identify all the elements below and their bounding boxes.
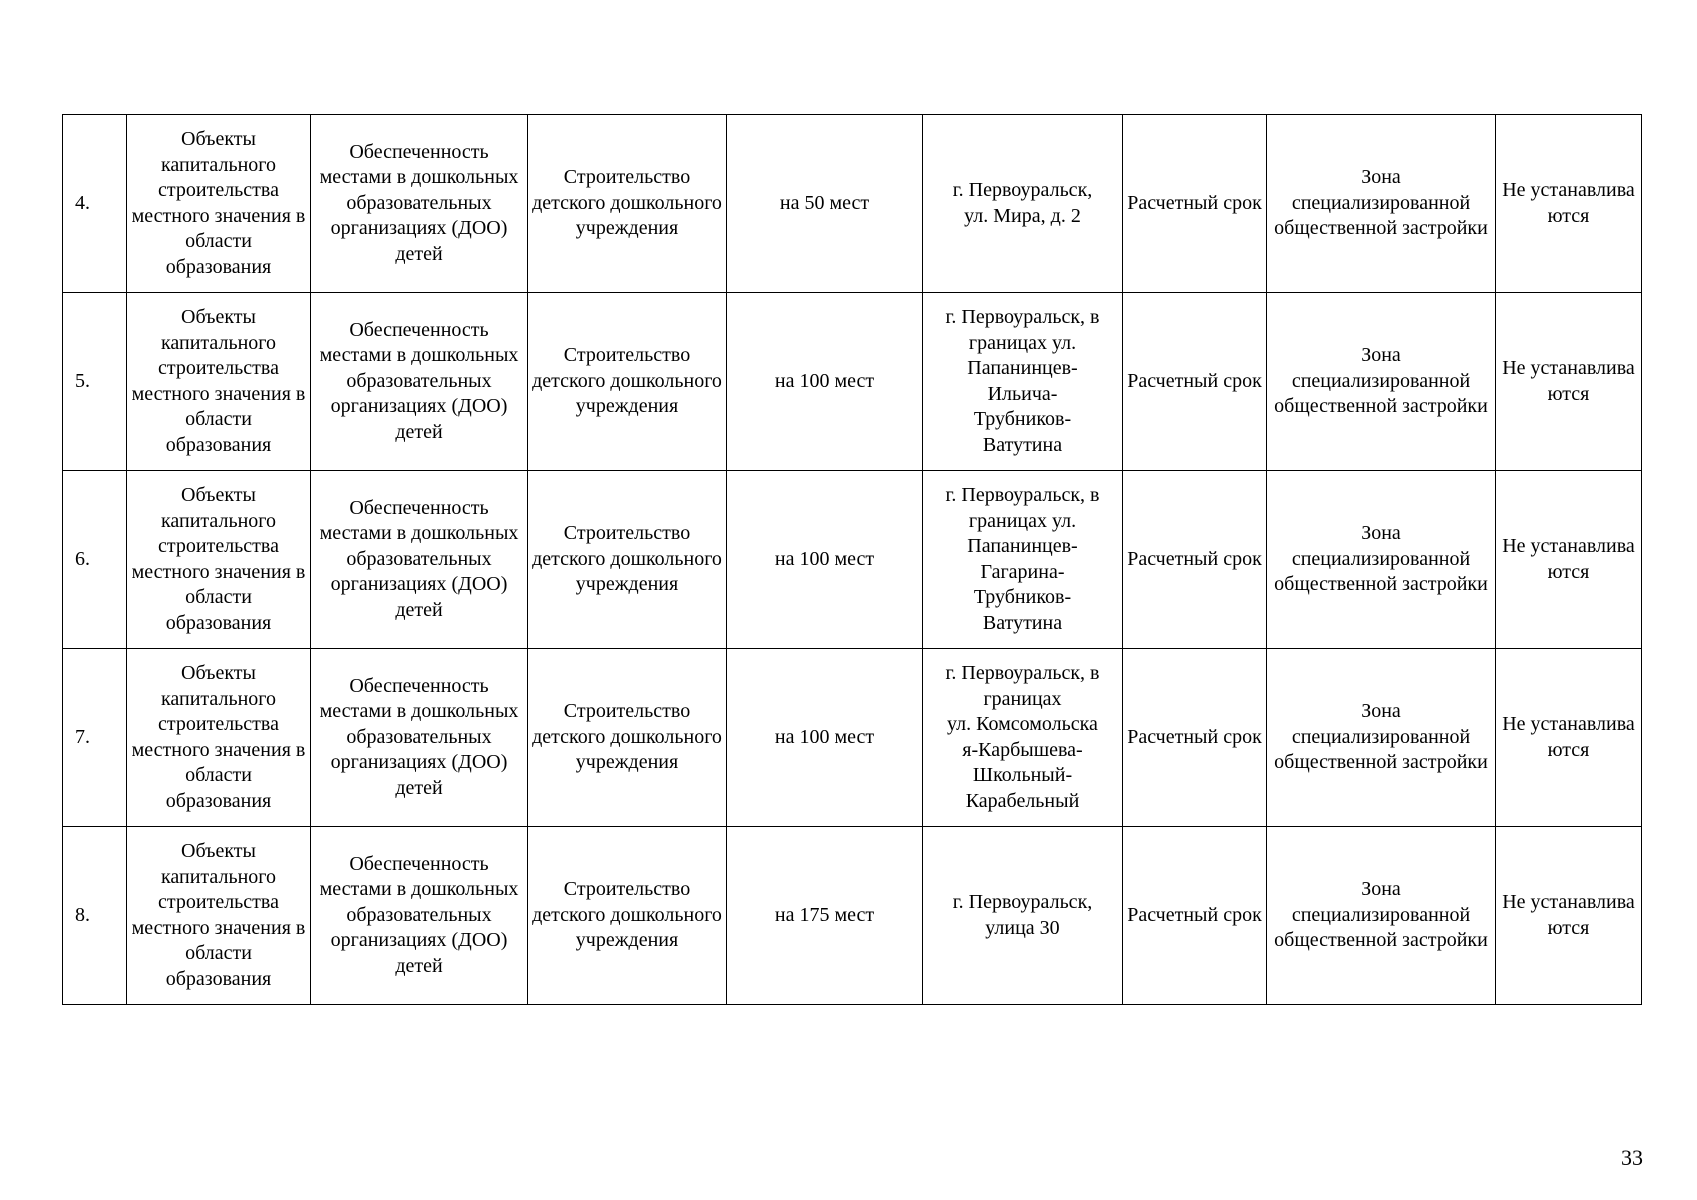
object-capacity: на 50 мест bbox=[727, 115, 923, 293]
object-location: г. Первоуральск, в границах ул. Папанинцев- Ильича- Трубников- Ватутина bbox=[923, 293, 1123, 471]
object-category: Объекты капитального строительства местного значения в области образования bbox=[127, 827, 311, 1005]
functional-zone: Зона специализированной общественной застройки bbox=[1267, 649, 1496, 827]
object-capacity: на 100 мест bbox=[727, 649, 923, 827]
zone-restriction: Не устанавлива ются bbox=[1496, 471, 1642, 649]
object-name: Строительство детского дошкольного учреждения bbox=[528, 827, 727, 1005]
implementation-term: Расчетный срок bbox=[1123, 115, 1267, 293]
object-purpose: Обеспеченность местами в дошкольных образовательных организациях (ДОО) детей bbox=[311, 471, 528, 649]
object-category: Объекты капитального строительства местного значения в области образования bbox=[127, 115, 311, 293]
page-number: 33 bbox=[1621, 1145, 1643, 1170]
row-number: 7. bbox=[63, 649, 127, 827]
table-row bbox=[63, 293, 1642, 471]
object-capacity: на 175 мест bbox=[727, 827, 923, 1005]
object-name: Строительство детского дошкольного учреждения bbox=[528, 471, 727, 649]
row-number: 8. bbox=[63, 827, 127, 1005]
implementation-term: Расчетный срок bbox=[1123, 649, 1267, 827]
object-location: г. Первоуральск, в границах ул. Папанинцев- Гагарина- Трубников- Ватутина bbox=[923, 471, 1123, 649]
implementation-term: Расчетный срок bbox=[1123, 827, 1267, 1005]
object-purpose: Обеспеченность местами в дошкольных образовательных организациях (ДОО) детей bbox=[311, 115, 528, 293]
row-number: 5. bbox=[63, 293, 127, 471]
object-name: Строительство детского дошкольного учреждения bbox=[528, 115, 727, 293]
zone-restriction: Не устанавлива ются bbox=[1496, 827, 1642, 1005]
implementation-term: Расчетный срок bbox=[1123, 471, 1267, 649]
object-location: г. Первоуральск, в границах ул. Комсомольска я-Карбышева- Школьный- Карабельный bbox=[923, 649, 1123, 827]
row-number: 4. bbox=[63, 115, 127, 293]
object-location: г. Первоуральск, ул. Мира, д. 2 bbox=[923, 115, 1123, 293]
functional-zone: Зона специализированной общественной застройки bbox=[1267, 471, 1496, 649]
functional-zone: Зона специализированной общественной застройки bbox=[1267, 827, 1496, 1005]
object-name: Строительство детского дошкольного учреждения bbox=[528, 649, 727, 827]
objects-table bbox=[62, 114, 1642, 1005]
functional-zone: Зона специализированной общественной застройки bbox=[1267, 115, 1496, 293]
object-category: Объекты капитального строительства местного значения в области образования bbox=[127, 471, 311, 649]
table-row bbox=[63, 471, 1642, 649]
object-name: Строительство детского дошкольного учреждения bbox=[528, 293, 727, 471]
zone-restriction: Не устанавлива ются bbox=[1496, 115, 1642, 293]
zone-restriction: Не устанавлива ются bbox=[1496, 293, 1642, 471]
object-purpose: Обеспеченность местами в дошкольных образовательных организациях (ДОО) детей bbox=[311, 649, 528, 827]
object-category: Объекты капитального строительства местного значения в области образования bbox=[127, 293, 311, 471]
functional-zone: Зона специализированной общественной застройки bbox=[1267, 293, 1496, 471]
object-location: г. Первоуральск, улица 30 bbox=[923, 827, 1123, 1005]
object-capacity: на 100 мест bbox=[727, 471, 923, 649]
object-purpose: Обеспеченность местами в дошкольных образовательных организациях (ДОО) детей bbox=[311, 827, 528, 1005]
table-row bbox=[63, 827, 1642, 1005]
object-capacity: на 100 мест bbox=[727, 293, 923, 471]
object-purpose: Обеспеченность местами в дошкольных образовательных организациях (ДОО) детей bbox=[311, 293, 528, 471]
object-category: Объекты капитального строительства местного значения в области образования bbox=[127, 649, 311, 827]
implementation-term: Расчетный срок bbox=[1123, 293, 1267, 471]
table-row bbox=[63, 115, 1642, 293]
zone-restriction: Не устанавлива ются bbox=[1496, 649, 1642, 827]
row-number: 6. bbox=[63, 471, 127, 649]
table-row bbox=[63, 649, 1642, 827]
table-body bbox=[63, 115, 1642, 1005]
